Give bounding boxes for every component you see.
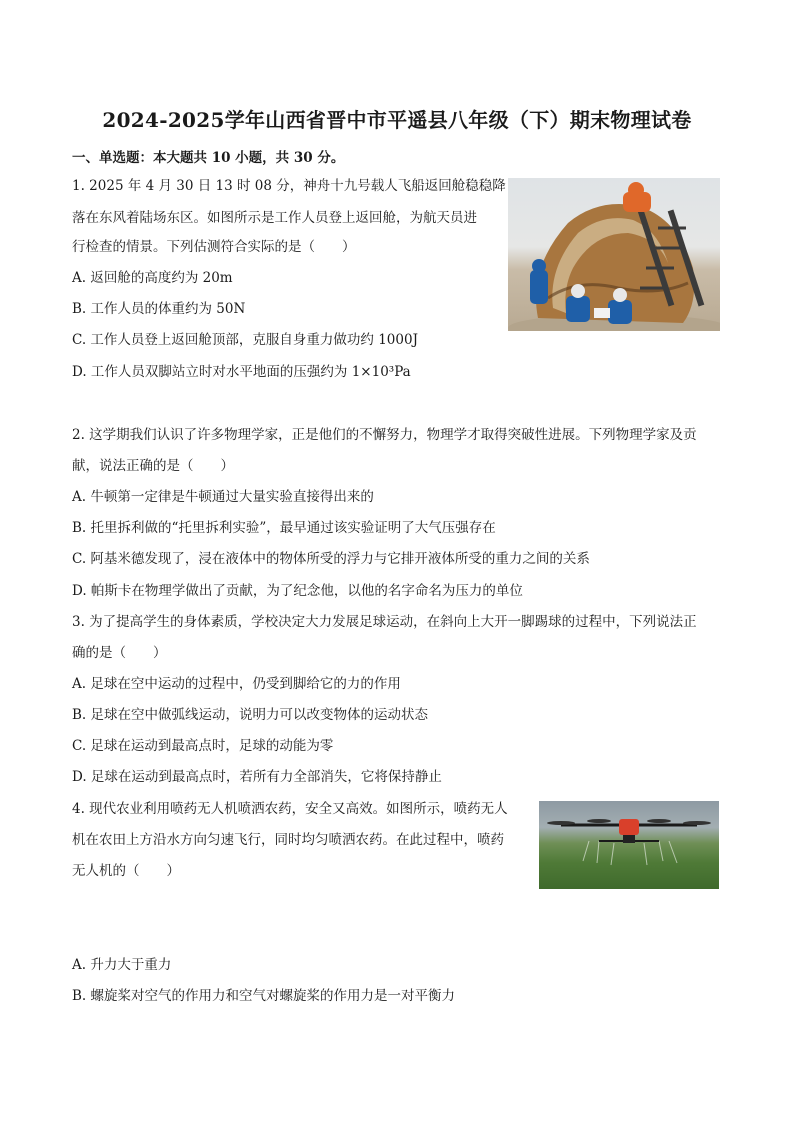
q2-line-1: 2. 这学期我们认识了许多物理学家，正是他们的不懈努力，物理学才取得突破性进展。下列物理学家及贡 <box>72 427 697 443</box>
q1-option-b: B. 工作人员的体重约为 50N <box>72 301 246 317</box>
q1-line-3: 行检查的情景。下列估测符合实际的是（ ） <box>72 239 356 255</box>
q1-option-c: C. 工作人员登上返回舱顶部，克服自身重力做功约 1000J <box>72 332 418 348</box>
q3-option-b: B. 足球在空中做弧线运动，说明力可以改变物体的运动状态 <box>72 707 429 723</box>
section-heading: 一、单选题：本大题共 10 小题，共 30 分。 <box>72 150 345 166</box>
q2-option-c: C. 阿基米德发现了，浸在液体中的物体所受的浮力与它排开液体所受的重力之间的关系 <box>72 551 590 567</box>
q4-line-3: 无人机的（ ） <box>72 863 180 879</box>
q2-option-b: B. 托里拆利做的“托里拆利实验”，最早通过该实验证明了大气压强存在 <box>72 520 496 536</box>
q4-line-1: 4. 现代农业利用喷药无人机喷洒农药，安全又高效。如图所示，喷药无人 <box>72 801 508 817</box>
capsule-photo <box>508 178 720 331</box>
q2-option-d: D. 帕斯卡在物理学做出了贡献，为了纪念他，以他的名字命名为压力的单位 <box>72 583 523 599</box>
q3-line-2: 确的是（ ） <box>72 645 167 661</box>
page-title: 2024-2025学年山西省晋中市平遥县八年级（下）期末物理试卷 <box>102 108 692 132</box>
q3-option-a: A. 足球在空中运动的过程中，仍受到脚给它的力的作用 <box>72 676 401 692</box>
q4-option-a: A. 升力大于重力 <box>72 957 172 973</box>
q1-option-a: A. 返回舱的高度约为 20m <box>72 270 233 286</box>
q2-option-a: A. 牛顿第一定律是牛顿通过大量实验直接得出来的 <box>72 489 374 505</box>
q4-option-b: B. 螺旋桨对空气的作用力和空气对螺旋桨的作用力是一对平衡力 <box>72 988 456 1004</box>
q3-line-1: 3. 为了提高学生的身体素质，学校决定大力发展足球运动，在斜向上大开一脚踢球的过程中，下列说法正 <box>72 614 697 630</box>
drone-photo <box>539 801 719 889</box>
q1-line-1: 1. 2025 年 4 月 30 日 13 时 08 分，神舟十九号载人飞船返回舱稳稳降 <box>72 178 506 194</box>
q3-option-d: D. 足球在运动到最高点时，若所有力全部消失，它将保持静止 <box>72 769 442 785</box>
q3-option-c: C. 足球在运动到最高点时，足球的动能为零 <box>72 738 334 754</box>
q2-line-2: 献，说法正确的是（ ） <box>72 458 234 474</box>
q1-option-d: D. 工作人员双脚站立时对水平地面的压强约为 1×10³Pa <box>72 364 411 380</box>
q4-line-2: 机在农田上方沿水方向匀速飞行，同时均匀喷洒农药。在此过程中，喷药 <box>72 832 504 848</box>
q1-line-2: 落在东风着陆场东区。如图所示是工作人员登上返回舱，为航天员进 <box>72 210 477 226</box>
